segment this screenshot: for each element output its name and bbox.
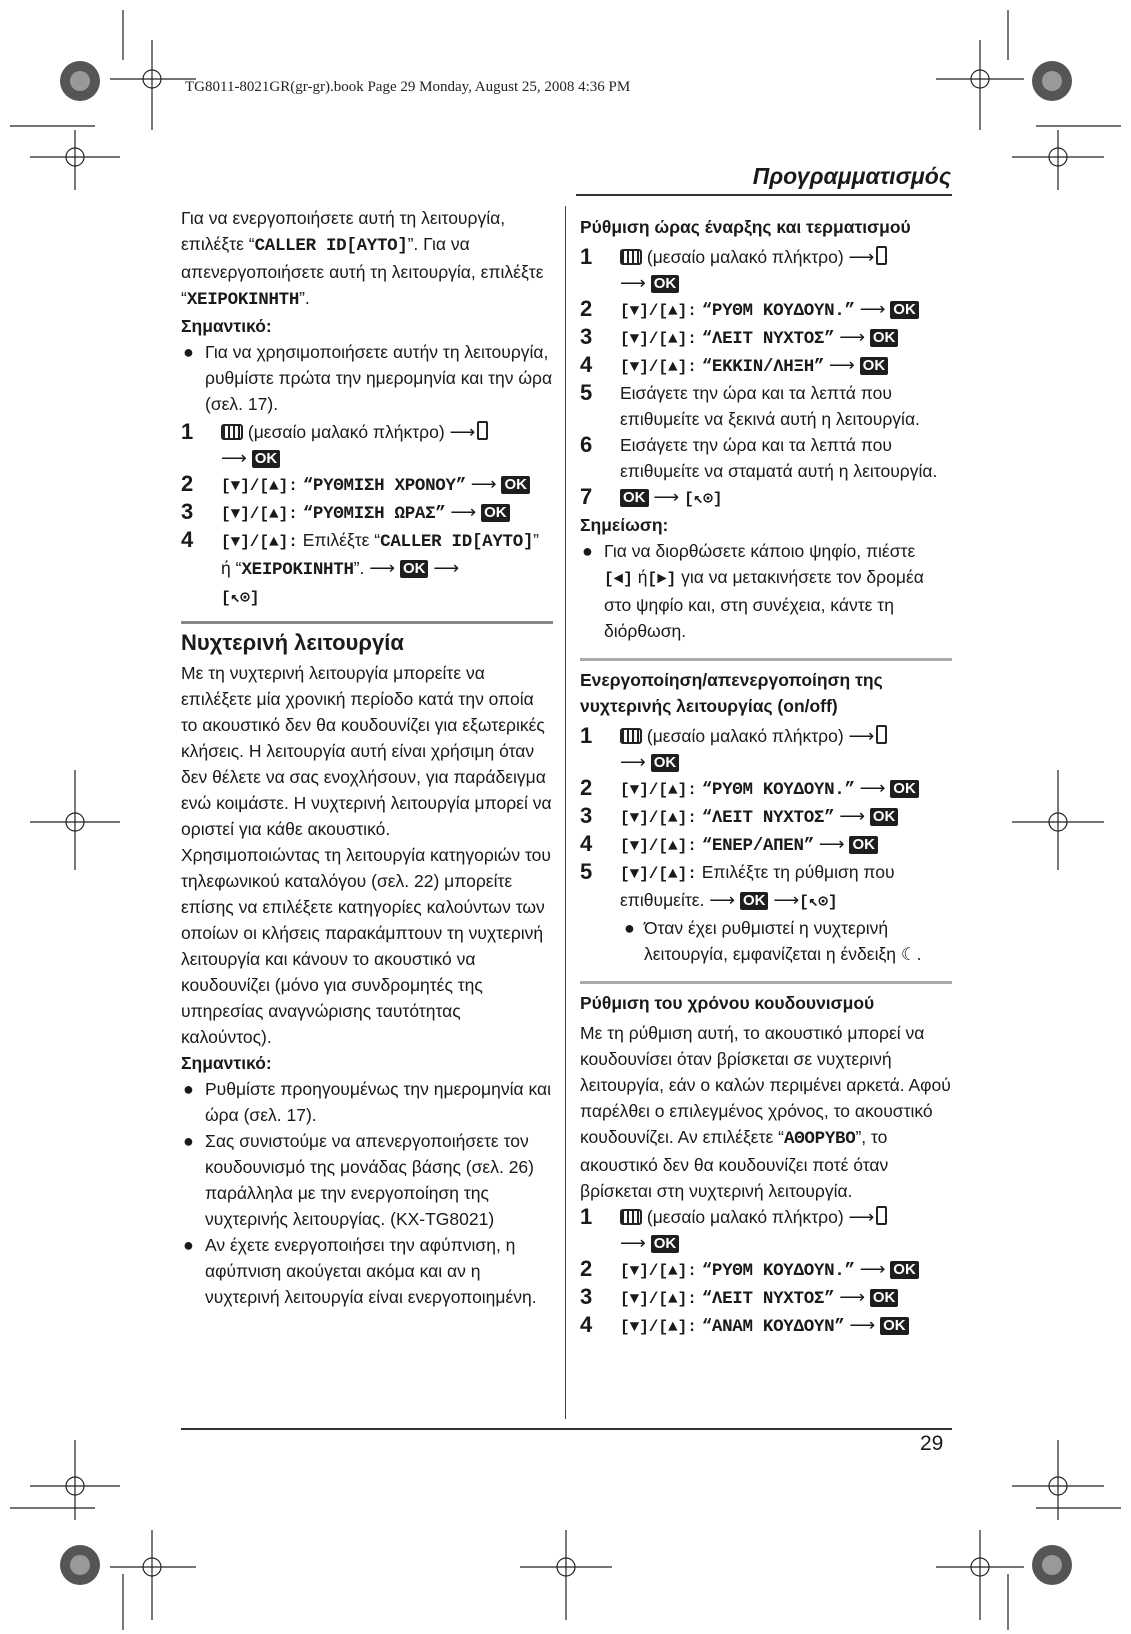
step-2: 2 [▼]/[▲]: “ΡΥΘΜ ΚΟΥΔΟΥΝ.” ⟶ OK: [580, 1256, 952, 1284]
menu-key-icon: [620, 249, 642, 265]
section-rule: [580, 981, 952, 984]
step-3: 3 [▼]/[▲]: “ΛΕΙΤ ΝΥΧΤΟΣ” ⟶ OK: [580, 1284, 952, 1312]
step-3: 3 [▼]/[▲]: “ΡΥΘΜΙΣΗ ΩΡΑΣ” ⟶ OK: [181, 499, 553, 527]
bullet-item: ● Αν έχετε ενεργοποιήσει την αφύπνιση, η αφύπνιση ακούγεται ακόμα και αν η νυχτερινή λειτουργία είναι ενεργοποιημένη.: [183, 1235, 537, 1307]
step-6: 6 Εισάγετε την ώρα και τα λεπτά που επιθυμείτε να σταματά αυτή η λειτουργία.: [580, 432, 938, 481]
step-7: 7 OK ⟶ [↖⊙]: [580, 484, 723, 509]
bottom-rule: [181, 1428, 952, 1430]
step-4: 4 [▼]/[▲]: Επιλέξτε “CALLER ID[ΑΥΤΟ]” ή “ΧΕΙΡΟΚΙΝΗΤΗ”. ⟶ OK ⟶ [↖⊙]: [181, 527, 539, 607]
important-heading: Σημαντικό:: [181, 316, 272, 336]
section-title: Προγραμματισμός: [752, 163, 951, 189]
important-heading: Σημαντικό:: [181, 1053, 272, 1073]
step-4: 4 [▼]/[▲]: “ΕΚΚΙΝ/ΛΗΞΗ” ⟶ OK: [580, 352, 952, 380]
step-1: 1 (μεσαίο μαλακό πλήκτρο) ⟶ ⟶ OK: [181, 419, 553, 471]
night-paragraph-1: Με τη νυχτερινή λειτουργία μπορείτε να επιλέξετε μία χρονική περίοδο κατά την οποία το ακουστικό δεν θα κουδουνίζει για εξωτερικές κλήσεις. Η λειτουργία αυτή είναι χρήσιμη όταν δεν θέλετε να σας ενοχλήσουν, για παράδειγμα ενώ κοιμάστε. Η νυχτερινή λειτουργία μπορεί να οριστεί για κάθε ακουστικό.: [181, 663, 552, 839]
column-divider: [565, 206, 566, 1419]
intro-paragraph: Για να ενεργοποιήσετε αυτή τη λειτουργία, επιλέξτε “CALLER ID[ΑΥΤΟ]”. Για να απενεργοποιήσετε αυτή τη λειτουργία, επιλέξτε “ΧΕΙΡΟΚΙΝΗΤΗ”.: [181, 208, 544, 310]
step-2: 2 [▼]/[▲]: “ΡΥΘΜ ΚΟΥΔΟΥΝ.” ⟶ OK: [580, 296, 952, 324]
ok-key: OK: [252, 450, 281, 468]
menu-key-icon: [620, 1209, 642, 1225]
bullet-item: ● Σας συνιστούμε να απενεργοποιήσετε τον κουδουνισμό της μονάδας βάσης (σελ. 26) παράλληλα με την ενεργοποίηση της νυχτερινής λειτουργίας. (KX-TG8021): [183, 1131, 534, 1229]
ring-time-paragraph: Με τη ρύθμιση αυτή, το ακουστικό μπορεί να κουδουνίσει όταν βρίσκεται σε νυχτερινή λειτουργία, εάν ο καλών περιμένει αρκετά. Αφού παρέλθει ο επιλεγμένος χρόνος, το ακουστικό κουδουνίζει. Αν επιλέξετε “ΑΘΟΡΥΒΟ”, το ακουστικό δεν θα κουδουνίζει ποτέ όταν βρίσκεται στη νυχτερινή λειτουργία.: [580, 1023, 951, 1201]
step-1: 1 (μεσαίο μαλακό πλήκτρο) ⟶ ⟶ OK: [580, 244, 952, 296]
right-column: [580, 214, 952, 1340]
on-off-title: Ενεργοποίηση/απενεργοποίηση της νυχτερινής λειτουργίας (on/off): [580, 670, 883, 716]
page-number: 29: [920, 1432, 944, 1455]
step-1: 1 (μεσαίο μαλακό πλήκτρο) ⟶ ⟶ OK: [580, 1204, 952, 1256]
left-column: [181, 205, 553, 1310]
step-3: 3 [▼]/[▲]: “ΛΕΙΤ ΝΥΧΤΟΣ” ⟶ OK: [580, 803, 952, 831]
menu-key-icon: [620, 728, 642, 744]
handset-icon: [876, 1206, 887, 1225]
bullet-item: ● Ρυθμίστε προηγουμένως την ημερομηνία και ώρα (σελ. 17).: [183, 1079, 552, 1125]
night-mode-icon: ☾: [900, 944, 917, 964]
start-end-title: Ρύθμιση ώρας έναρξης και τερματισμού: [580, 217, 911, 237]
night-paragraph-2: Χρησιμοποιώντας τη λειτουργία κατηγοριών του τηλεφωνικού καταλόγου (σελ. 22) μπορείτε επίσης να επιλέξετε κατηγορίες καλούντων των οποίων οι κλήσεις παρακάμπτουν τη νυχτερινή λειτουργία και κάνουν το ακουστικό να κουδουνίζει (μόνο για συνδρομητές της υπηρεσίας αναγνώρισης ταυτότητας καλούντος).: [181, 845, 551, 1047]
top-rule: [576, 194, 952, 196]
handset-icon: [477, 421, 488, 440]
bullet-item: ● Όταν έχει ρυθμιστεί η νυχτερινή λειτουργία, εμφανίζεται η ένδειξη ☾.: [624, 918, 922, 964]
ring-time-title: Ρύθμιση του χρόνου κουδουνισμού: [580, 993, 875, 1013]
step-2: 2 [▼]/[▲]: “ΡΥΘΜΙΣΗ ΧΡΟΝΟΥ” ⟶ OK: [181, 471, 553, 499]
step-1: 1 (μεσαίο μαλακό πλήκτρο) ⟶ ⟶ OK: [580, 723, 952, 775]
step-3: 3 [▼]/[▲]: “ΛΕΙΤ ΝΥΧΤΟΣ” ⟶ OK: [580, 324, 952, 352]
handset-icon: [876, 725, 887, 744]
bullet-item: ● Για να χρησιμοποιήσετε αυτήν τη λειτουργία, ρυθμίστε πρώτα την ημερομηνία και την ώρα (σελ. 17).: [183, 342, 553, 414]
off-key: [↖⊙]: [221, 589, 260, 607]
step-4: 4 [▼]/[▲]: “ΕΝΕΡ/ΑΠΕΝ” ⟶ OK: [580, 831, 952, 859]
note-heading: Σημείωση:: [580, 515, 669, 535]
section-bar: [181, 621, 553, 624]
menu-key-icon: [221, 424, 243, 440]
file-header-line: TG8011-8021GR(gr-gr).book Page 29 Monday, August 25, 2008 4:36 PM: [185, 79, 631, 95]
section-rule: [580, 658, 952, 661]
bullet-item: ● Για να διορθώσετε κάποιο ψηφίο, πιέστε [◄] ή[►] για να μετακινήσετε τον δρομέα στο ψηφίο και, στη συνέχεια, κάντε τη διόρθωση.: [582, 541, 924, 641]
step-5: 5 [▼]/[▲]: Επιλέξτε τη ρύθμιση που επιθυμείτε. ⟶ OK ⟶[↖⊙]: [580, 859, 895, 911]
handset-icon: [876, 246, 887, 265]
step-4: 4 [▼]/[▲]: “ΑΝΑΜ ΚΟΥΔΟΥΝ” ⟶ OK: [580, 1312, 952, 1340]
night-mode-title: Νυχτερινή λειτουργία: [181, 630, 404, 655]
step-5: 5 Εισάγετε την ώρα και τα λεπτά που επιθυμείτε να ξεκινά αυτή η λειτουργία.: [580, 380, 920, 429]
step-2: 2 [▼]/[▲]: “ΡΥΘΜ ΚΟΥΔΟΥΝ.” ⟶ OK: [580, 775, 952, 803]
